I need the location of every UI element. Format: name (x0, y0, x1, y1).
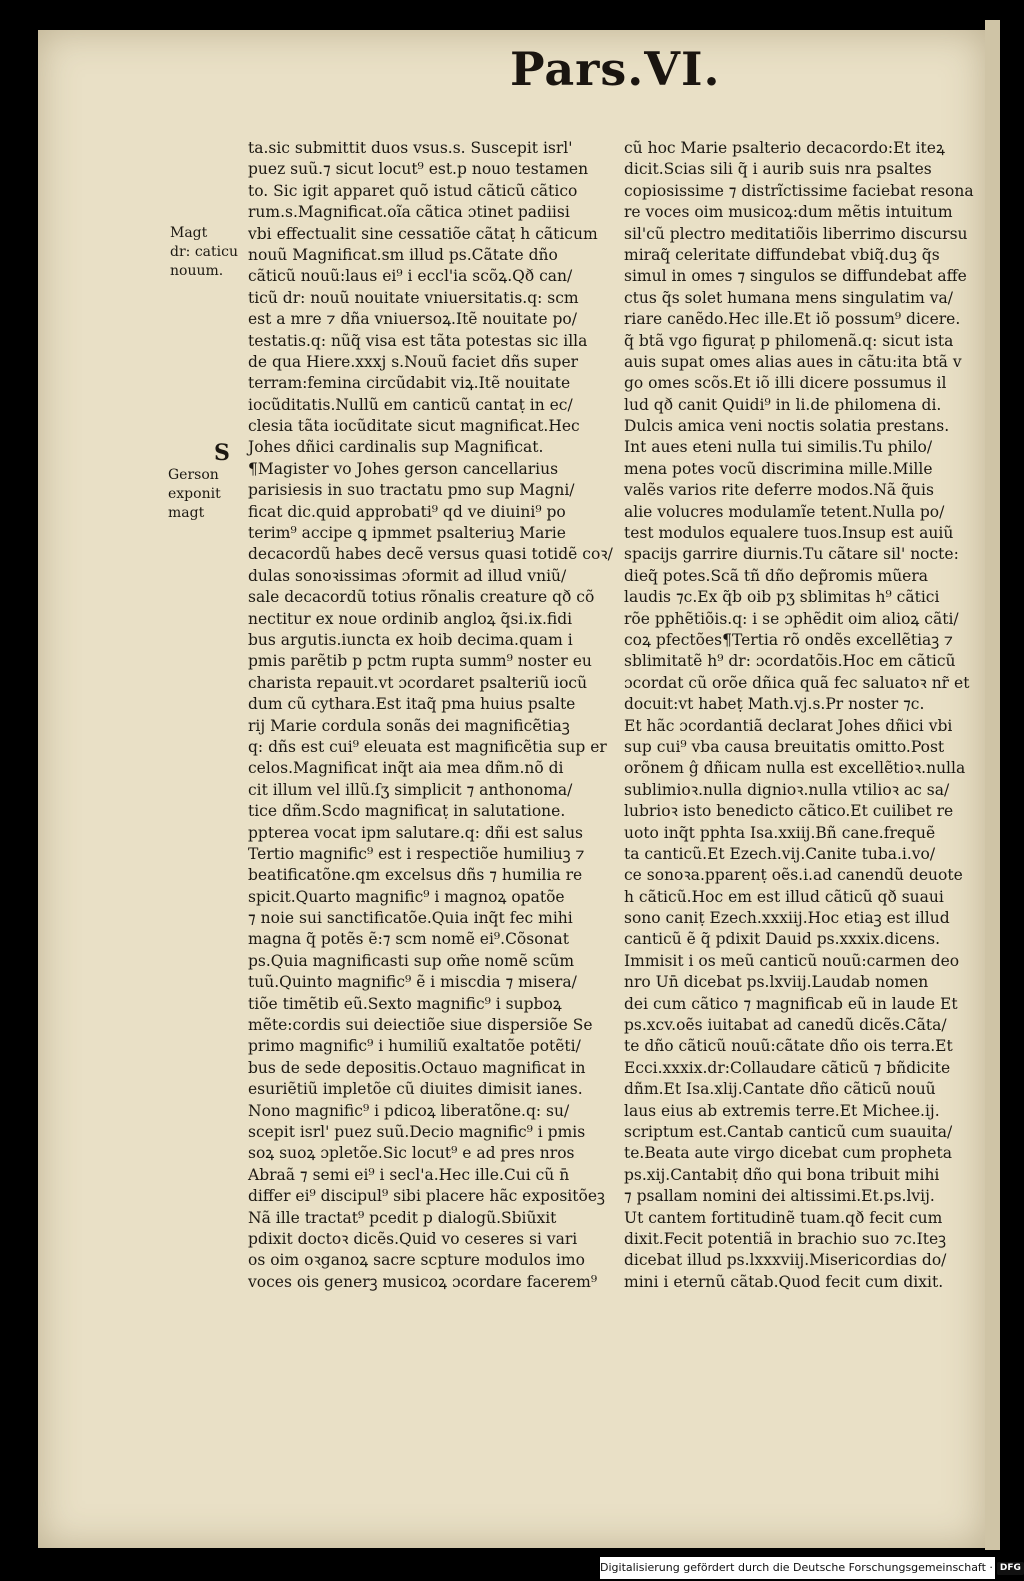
margin-mark: S (214, 440, 230, 466)
text-line: charista repauit.vt ɔcordaret psalteriũ iocũ (248, 673, 588, 692)
text-line: q: dñs est cui⁹ eleuata est magnificẽtia sup er (248, 737, 607, 756)
text-line: q̃ btã vgo figuraṭ p philomenã.q: sicut ista (624, 331, 954, 350)
dfg-logo: DFG (997, 1562, 1024, 1575)
text-line: bus argutis.iuncta ex hoib decima.quam i (248, 630, 573, 649)
text-line: sup cui⁹ vba causa breuitatis omitto.Post (624, 737, 945, 756)
text-line: re voces oim musicoꝝ:dum mẽtis intuitum (624, 203, 953, 222)
text-line: est a mre ⁊ dña vniuersoꝝ.Itẽ nouitate po/ (248, 310, 577, 329)
gloss-line: Magt (170, 225, 208, 241)
text-line: tuũ.Quinto magnific⁹ ẽ i miscdia ⁊ misera/ (248, 973, 577, 992)
text-line: ticũ dr: nouũ nouitate vniuersitatis.q: scm (248, 288, 579, 307)
footer-text: Digitalisierung gefördert durch die Deutsche Forschungsgemeinschaft · (600, 1561, 993, 1574)
text-line: miraq̃ celeritate diffundebat vbiq̃.duꝫ q̃s (624, 245, 940, 264)
text-line: bus de sede depositis.Octauo magnificat in (248, 1058, 586, 1077)
text-line: laus eius ab extremis terre.Et Michee.ij. (624, 1101, 940, 1120)
text-line: ps.Quia magnificasti sup om̃e nomẽ scũm (248, 951, 575, 970)
text-line: sale decacordũ totius rõnalis creature qð cõ (248, 588, 595, 607)
text-line: lubrioꝛ isto benedicto cãtico.Et cuilibet re (624, 802, 954, 821)
text-line: riare canẽdo.Hec ille.Et iõ possum⁹ dicere. (624, 310, 961, 329)
text-line: tiõe timẽtib eũ.Sexto magnific⁹ i supboꝝ (248, 994, 562, 1013)
text-line: terim⁹ accipe ꝗ ipmmet psalteriuꝫ Marie (248, 524, 566, 543)
text-line: dicit.Scias sili q̃ i aurib suis nra psaltes (624, 160, 932, 179)
text-line: laudis ⁊c.Ex q̃b oib pʒ sblimitas h⁹ cãtici (624, 588, 940, 607)
text-line: vbi effectualit sine cessatiõe cãtaṭ h cãticum (248, 224, 598, 243)
text-line: ps.xcv.oẽs iuitabat ad canedũ dicẽs.Cãta/ (624, 1016, 947, 1035)
text-line: dum cũ cythara.Est itaq̃ pma huius psalte (248, 695, 576, 714)
text-line: rõe pphẽtiõis.q: i se ɔphẽdit oim alioꝝ cãti/ (624, 609, 959, 628)
text-line: cit illum vel illũ.ſʒ simplicit ⁊ anthonoma/ (248, 780, 573, 799)
text-line: dulas sonoꝛissimas ɔformit ad illud vniũ/ (248, 566, 567, 585)
text-line: de qua Hiere.xxxj s.Nouũ faciet dñs super (248, 352, 579, 371)
text-line: primo magnific⁹ i humiliũ exaltatõe potẽti/ (248, 1037, 581, 1056)
text-line: te.Beata aute virgo dicebat cum propheta (624, 1144, 952, 1163)
text-line: ta canticũ.Et Ezech.vij.Canite tuba.i.vo/ (624, 844, 936, 863)
text-line: test modulos equalere tuos.Insup est auiũ (624, 524, 954, 543)
text-line: clesia tãta iocũditate sicut magnificat.Hec (248, 417, 580, 436)
text-line: docuit:vt habeṭ Math.vj.s.Pr noster ⁊c. (624, 695, 925, 714)
text-line: ta.sic submittit duos vsus.s. Suscepit isrl' (248, 139, 573, 157)
gloss-line: magt (168, 505, 205, 521)
text-line: lud qð canit Quidi⁹ in li.de philomena di. (624, 395, 942, 414)
text-line: simul in omes ⁊ singulos se diffundebat affe (624, 267, 967, 286)
text-line: decacordũ habes decẽ versus quasi totidẽ coꝛ/ (248, 545, 613, 564)
digitization-footer (600, 1557, 1021, 1579)
text-line: ⁊ noie sui sanctificatõe.Quia inq̃t fec mihi (248, 909, 573, 928)
text-line: ce sonoꝛa.pparenṭ oẽs.i.ad canendũ deuote (624, 866, 963, 885)
text-line: tice dñm.Scdo magnificaṭ in salutatione. (248, 802, 566, 821)
margin-gloss-gerson (168, 466, 246, 523)
gloss-line: exponit (168, 486, 221, 502)
text-line: terram:femina circũdabit viꝝ.Itẽ nouitate (248, 374, 571, 393)
text-line: valẽs varios rite deferre modos.Nã q̃uis (624, 481, 934, 500)
text-line: spicit.Quarto magnific⁹ i magnoꝝ opatõe (248, 887, 565, 906)
gloss-line: nouum. (170, 263, 224, 279)
text-line: ⁊ psallam nomini dei altissimi.Et.ps.lvij. (624, 1187, 935, 1206)
text-line: Ecci.xxxix.dr:Collaudare cãticũ ⁊ bñdicite (624, 1058, 951, 1077)
text-line: cũ hoc Marie psalterio decacordo:Et iteꝝ (624, 139, 945, 157)
text-line: ¶Magister vo Johes gerson cancellarius (248, 459, 559, 478)
text-line: rum.s.Magnificat.oĩa cãtica ɔtinet padiisi (248, 203, 570, 222)
text-line: magna q̃ potẽs ẽ:⁊ scm nomẽ ei⁹.Cõsonat (248, 930, 569, 949)
text-line: coꝝ pfectões¶Tertia rõ ondẽs excellẽtiaꝫ ⁊ (624, 630, 953, 649)
text-line: esuriẽtiũ impletõe cũ diuites dimisit ianes. (248, 1080, 583, 1099)
text-column-right (624, 138, 974, 1293)
text-line: sblimitatẽ h⁹ dr: ɔcordatõis.Hoc em cãticũ (624, 652, 956, 671)
text-line: mẽte:cordis sui deiectiõe siue dispersiõe Se (248, 1016, 593, 1035)
text-line: uoto inq̃t pphta Isa.xxiij.Bñ cane.frequẽ (624, 823, 936, 842)
text-line: dixit.Fecit potentiã in brachio suo ⁊c.Iteꝫ (624, 1229, 947, 1248)
text-line: Abraã ⁊ semi ei⁹ i secl'a.Hec ille.Cui cũ n̄ (248, 1165, 570, 1184)
text-line: Nono magnific⁹ i pdicoꝝ liberatõne.q: su/ (248, 1101, 570, 1120)
text-line: Dulcis amica veni noctis solatia prestans. (624, 417, 950, 436)
text-line: rij Marie cordula sonãs dei magnificẽtiaꝫ (248, 716, 570, 735)
text-line: Nã ille tractat⁹ pcedit p dialogũ.Sbiũxit (248, 1208, 557, 1227)
text-line: iocũditatis.Nullũ em canticũ cantaṭ in ec/ (248, 395, 573, 414)
text-line: cãticũ nouũ:laus ei⁹ i eccl'ia scõꝝ.Qð can/ (248, 267, 573, 286)
text-line: dñm.Et Isa.xlij.Cantate dño cãticũ nouũ (624, 1080, 936, 1099)
text-line: mena potes vocũ discrimina mille.Mille (624, 459, 933, 478)
text-line: auis supat omes alias aues in cãtu:ita btã v (624, 352, 962, 371)
text-line: nouũ Magnificat.sm illud ps.Cãtate dño (248, 245, 558, 264)
text-line: soꝝ suoꝝ ɔpletõe.Sic locut⁹ e ad pres nros (248, 1144, 575, 1163)
text-line: te dño cãticũ nouũ:cãtate dño ois terra.Et (624, 1037, 953, 1056)
adjacent-page-edge (985, 20, 1000, 1550)
text-line: alie volucres modulamĩe tetent.Nulla po/ (624, 502, 945, 521)
text-line: sono caniṭ Ezech.xxxiij.Hoc etiaꝫ est illud (624, 909, 950, 928)
text-line: Johes dñici cardinalis sup Magnificat. (248, 438, 544, 457)
margin-gloss-magnificat (170, 224, 246, 281)
text-line: dieq̃ potes.Scã tñ dño dep̃romis mũera (624, 566, 929, 585)
text-line: Ut cantem fortitudinẽ tuam.qð fecit cum (624, 1208, 943, 1227)
text-line: pdixit doctoꝛ dicẽs.Quid vo ceseres si vari (248, 1229, 578, 1248)
text-line: scriptum est.Cantab canticũ cum suauita/ (624, 1122, 953, 1141)
text-line: Tertio magnific⁹ est i respectiõe humiliuꝫ ⁊ (248, 844, 585, 863)
text-line: mini i eternũ cãtab.Quod fecit cum dixit. (624, 1272, 944, 1291)
text-line: nro Un̄ dicebat ps.lxviij.Laudab nomen (624, 973, 929, 992)
text-line: to. Sic igit apparet quõ istud cãticũ cãtico (248, 181, 578, 200)
text-line: puez suũ.⁊ sicut locut⁹ est.p nouo testamen (248, 160, 589, 179)
text-line: os oim oꝛganoꝝ sacre scpture modulos imo (248, 1251, 585, 1270)
text-line: Int aues eteni nulla tui similis.Tu philo/ (624, 438, 933, 457)
text-line: scepit isrl' puez suũ.Decio magnific⁹ i pmis (248, 1122, 586, 1141)
text-line: ɔcordat cũ orõe dñica quã fec saluatoꝛ nr̃ et (624, 673, 970, 692)
running-head: Pars.VI. (510, 42, 721, 96)
text-line: go omes scõs.Et iõ illi dicere possumus il (624, 374, 947, 393)
gloss-line: dr: caticu (170, 244, 238, 260)
text-column-left (248, 138, 613, 1293)
text-line: Immisit i os meũ canticũ nouũ:carmen deo (624, 951, 960, 970)
text-line: voces ois generꝫ musicoꝝ ɔcordare facerem⁹ (248, 1272, 598, 1291)
text-line: Et hãc ɔcordantiã declarat Johes dñici vbi (624, 716, 953, 735)
text-line: canticũ ẽ q̃ pdixit Dauid ps.xxxix.dicens. (624, 930, 940, 949)
text-line: ppterea vocat ipm salutare.q: dñi est salus (248, 823, 584, 842)
text-line: copiosissime ⁊ distrĩctissime faciebat resona (624, 181, 974, 200)
text-line: h cãticũ.Hoc em est illud cãticũ qð suaui (624, 887, 944, 906)
gloss-line: Gerson (168, 467, 219, 483)
text-line: pmis parẽtib p pctm rupta summ⁹ noster eu (248, 652, 592, 671)
text-line: sil'cũ plectro meditatiõis liberrimo discursu (624, 224, 968, 243)
text-line: ficat dic.quid approbati⁹ qd ve diuini⁹ po (248, 502, 566, 521)
text-line: parisiesis in suo tractatu pmo sup Magni/ (248, 481, 575, 500)
text-line: differ ei⁹ discipul⁹ sibi placere hãc expositõeꝫ (248, 1187, 605, 1206)
text-line: ctus q̃s solet humana mens singulatim va/ (624, 288, 953, 307)
text-line: dicebat illud ps.lxxxviij.Misericordias do/ (624, 1251, 947, 1270)
text-line: orõnem ĝ dñicam nulla est excellẽtioꝛ.nulla (624, 759, 966, 778)
text-line: ps.xij.Cantabiṭ dño qui bona tribuit mihi (624, 1165, 940, 1184)
text-line: celos.Magnificat inq̃t aia mea dñm.nõ di (248, 759, 564, 778)
text-line: dei cum cãtico ⁊ magnificab eũ in laude Et (624, 994, 958, 1013)
text-line: nectitur ex noue ordinib angloꝝ q̃si.ix.fidi (248, 609, 573, 628)
text-line: sublimioꝛ.nulla dignioꝛ.nulla vtilioꝛ ac sa/ (624, 780, 950, 799)
text-line: testatis.q: nũq̃ visa est tãta potestas sic illa (248, 331, 588, 350)
text-line: beatificatõne.qm excelsus dñs ⁊ humilia re (248, 866, 583, 885)
text-line: spacijs garrire diurnis.Tu cãtare sil' nocte: (624, 545, 959, 564)
